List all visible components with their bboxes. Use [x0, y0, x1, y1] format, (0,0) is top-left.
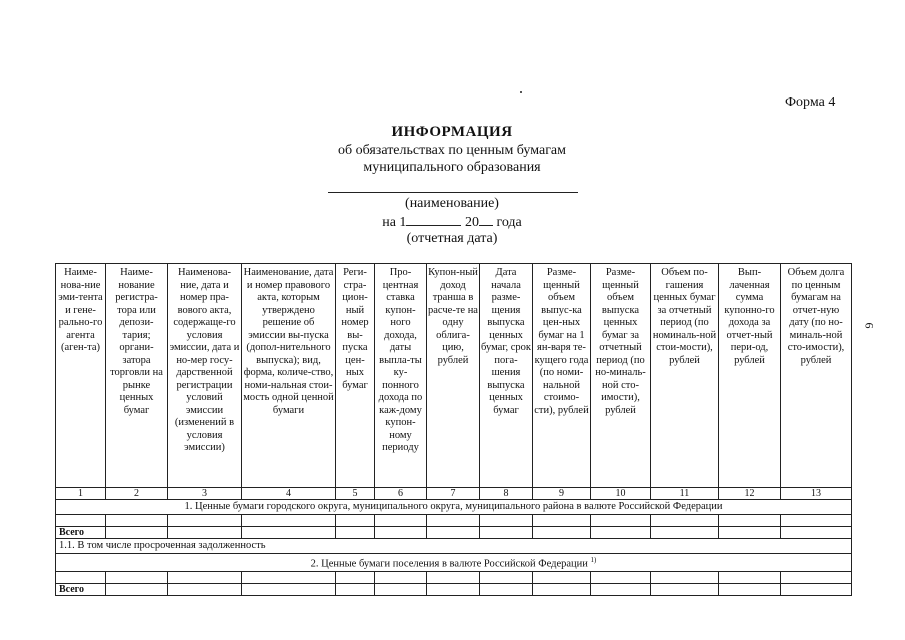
- column-header-row: [56, 264, 852, 488]
- name-caption: (наименование): [405, 196, 499, 211]
- column-header: Наименование, дата и номер правового акта, которым утверждено решение об эмиссии вы-пуска (допол-нительного выпуска); вид, форма, количе-ство, номи-нальная стои-мость одной ценной бумаги: [242, 264, 336, 488]
- column-number: 7: [427, 488, 480, 500]
- date-caption: (отчетная дата): [406, 231, 498, 246]
- section-1-row: [56, 500, 852, 515]
- page-number: 6: [862, 322, 877, 329]
- total-label: Всего: [56, 527, 106, 539]
- column-number: 6: [375, 488, 427, 500]
- section-2-title-text: 2. Ценные бумаги поселения в валюте Российской Федерации: [310, 558, 588, 570]
- column-number: 2: [106, 488, 168, 500]
- section-2-total-row: [56, 583, 852, 595]
- column-header: Наиме-нова-ние эми-тента и гене-рально-го агента (аген-та): [56, 264, 106, 488]
- column-header: Купон-ный доход транша в расче-те на одну облига-цию, рублей: [427, 264, 480, 488]
- column-header: Наиме-нование регистра-тора или депози-тария; органи-затора торговли на рынке ценных бумаг: [106, 264, 168, 488]
- date-year-prefix: 20: [464, 215, 479, 230]
- section-1-title: 1. Ценные бумаги городского округа, муниципального округа, муниципального района в валюте Российской Федерации: [56, 500, 852, 515]
- column-header: Объем по-гашения ценных бумаг за отчетный период (по номиналь-ной стои-мости), рублей: [651, 264, 719, 488]
- column-number: 10: [591, 488, 651, 500]
- document-subtitle-1: об обязательствах по ценным бумагам: [337, 143, 567, 158]
- overdue-label: 1.1. В том числе просроченная задолженность: [56, 539, 852, 554]
- column-number: 13: [781, 488, 852, 500]
- column-number: 8: [480, 488, 533, 500]
- speck: [520, 91, 522, 93]
- column-header: Разме-щенный объем выпус-ка цен-ных бумаг на 1 ян-варя те-кущего года (по номи-нальной стоимо-сти), рублей: [533, 264, 591, 488]
- section-2-row: [56, 554, 852, 572]
- total-label: Всего: [56, 583, 106, 595]
- date-blank: [406, 213, 461, 226]
- date-prefix: на 1: [382, 215, 407, 230]
- column-header: Про-центная ставка купон-ного дохода, даты выпла-ты ку-понного дохода по каж-дому купон-ному периоду: [375, 264, 427, 488]
- column-header: Вып-лаченная сумма купонно-го дохода за отчет-ный пери-од, рублей: [719, 264, 781, 488]
- document-title: ИНФОРМАЦИЯ: [391, 124, 513, 140]
- year-blank: [479, 213, 493, 226]
- column-header: Реги-стра-цион-ный номер вы-пуска цен-ных бумаг: [336, 264, 375, 488]
- overdue-row: [56, 539, 852, 554]
- table-row: [56, 515, 852, 527]
- document-subtitle-2: муниципального образования: [363, 160, 541, 175]
- name-fill-line: [328, 192, 578, 193]
- column-number: 11: [651, 488, 719, 500]
- column-number-row: [56, 488, 852, 500]
- column-header: Разме-щенный объем выпуска ценных бумаг за отчетный период (по но-миналь-ной сто-имости), рублей: [591, 264, 651, 488]
- table-row: [56, 571, 852, 583]
- report-date-line: [252, 213, 652, 231]
- section-1-total-row: [56, 527, 852, 539]
- column-header: Наименова-ние, дата и номер пра-вового акта, содержаще-го условия эмиссии, дата и но-мер госу-дарственной регистрации условий эмиссии (изменений в условия эмиссии): [168, 264, 242, 488]
- column-header: Объем долга по ценным бумагам на отчет-ную дату (по но-миналь-ной сто-имости), рублей: [781, 264, 852, 488]
- form-label: Форма 4: [785, 95, 836, 110]
- column-number: 9: [533, 488, 591, 500]
- column-header: Дата начала разме-щения выпуска ценных бумаг, срок пога-шения выпуска ценных бумаг: [480, 264, 533, 488]
- securities-table: [55, 263, 852, 596]
- column-number: 4: [242, 488, 336, 500]
- column-number: 3: [168, 488, 242, 500]
- column-number: 12: [719, 488, 781, 500]
- column-number: 1: [56, 488, 106, 500]
- section-2-title: [56, 554, 852, 572]
- column-number: 5: [336, 488, 375, 500]
- date-suffix: года: [496, 215, 522, 230]
- footnote-marker: 1): [590, 556, 597, 564]
